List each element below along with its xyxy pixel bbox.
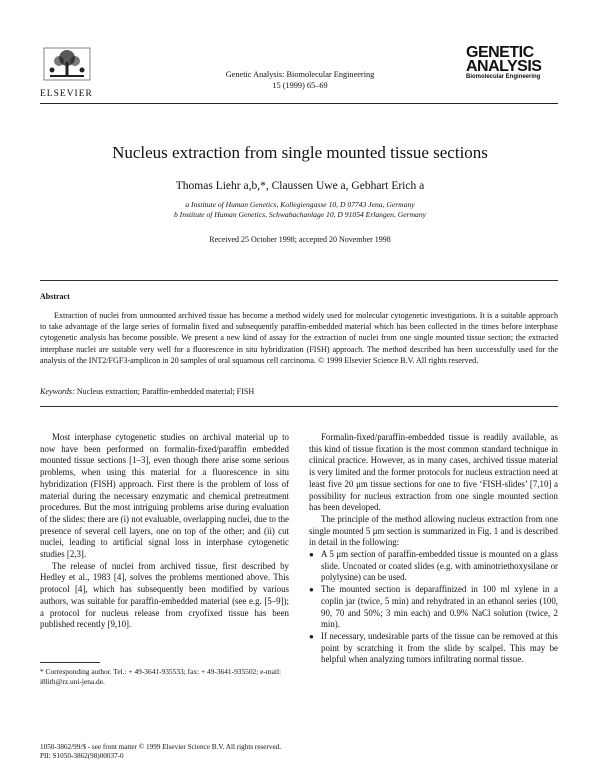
footnote-rule (40, 662, 100, 663)
keywords (40, 387, 254, 396)
left-paragraph-2: The release of nuclei from archived tissue, first described by Hedley et al., 1983 [4], solves the problems mentioned above. This protocol [4], which has subsequently been modified by various authors, was suitable for paraffin-embedded material (see e.g. [5–9]); a protocol for nucleus release from cryofixed tissue has been published recently [9,10]. (40, 560, 289, 630)
header-rule (40, 103, 558, 104)
journal-logo (466, 46, 562, 80)
left-paragraph-1: Most interphase cytogenetic studies on archival material up to now have been performed on formalin-fixed/paraffin embedded mounted tissue sections [1–3], even though there arise some serious problems, when using this material for a fluorescence in situ hybridization (FISH) approach. First there is the problem of loss of material during the necessary enzymatic and chemical pretreatment procedures. But the most intriguing problems arise during evaluation of the slides: there are (i) not evaluable, overlapping nuclei, due to the presence of several cell layers, one on top of the other; and (ii) cut nuclei, leading to artificial signal loss in interphase cytogenetic studies [2,3]. (40, 432, 289, 560)
method-step: ● The mounted section is deparaffinized in 100 ml xylene in a coplin jar (twice, 5 min) and rehydrated in an ethanol series (100, 90, 70 and 50%; 3 min each) and 0.9% NaCl solution (twice, 2 min). (309, 584, 558, 631)
journal-citation (150, 69, 450, 91)
abstract-top-rule (40, 280, 558, 281)
keywords-label: Keywords: (40, 387, 75, 396)
body-right-column (309, 432, 558, 666)
right-paragraph-2: The principle of the method allowing nucleus extraction from one single mounted 5 μm section is summarized in Fig. 1 and is described in detail in the following: (309, 513, 558, 548)
journal-volume: 15 (1999) 65–69 (272, 81, 328, 90)
body-left-column (40, 432, 289, 631)
method-step: ● A 5 μm section of paraffin-embedded tissue is mounted on a glass slide. Uncoated or coated slides (e.g. with aminotriethoxysilane or polylysine) can be used. (309, 549, 558, 584)
abstract-heading: Abstract (40, 292, 70, 301)
method-steps-list (309, 549, 558, 666)
keywords-text: Nucleus extraction; Paraffin-embedded material; FISH (76, 387, 255, 396)
pii-line: PII: S1050-3862(98)00037-0 (40, 752, 124, 760)
journal-logo-line3: Biomolecular Engineering (466, 74, 541, 80)
copyright-line: 1050-3862/99/$ - see front matter © 1999 Elsevier Science B.V. All rights reserved. (40, 743, 282, 751)
journal-logo-line1: GENETIC (466, 44, 534, 61)
abstract-text: Extraction of nuclei from unmounted archived tissue has become a method widely used for molecular cytogenetic investigations. It is a suitable approach to take advantage of the large series of formalin fixed and subsequently paraffin-embedded material which has been collected in the times before interphase cytogenetic analysis has become possible. We present a new kind of assay for the extraction of nuclei from one single mounted tissue section; the extracted interphase nuclei are suitable very well for a fluorescence in situ hybridization (FISH) approach. The method described has been successfully used for the analysis of the INT2/FGF3-amplicon in 20 samples of oral squamous cell carcinoma. © 1999 Elsevier Science B.V. All rights reserved. (40, 311, 558, 365)
elsevier-logo (40, 46, 100, 99)
journal-name: Genetic Analysis: Biomolecular Engineering (225, 70, 375, 79)
received-dates: Received 25 October 1998; accepted 20 November 1998 (209, 235, 391, 244)
copyright-block (40, 743, 281, 761)
elsevier-tree-icon (40, 46, 100, 86)
publisher-name: ELSEVIER (40, 89, 93, 99)
abstract-bottom-rule (40, 406, 558, 407)
affiliation-b: b Institute of Human Genetics, Schwabachanlage 10, D 91054 Erlangen, Germany (173, 210, 427, 219)
affiliation-a: a Institute of Human Genetics, Kollegiengasse 10, D 07743 Jena, Germany (185, 200, 415, 209)
journal-logo-line2: ANALYSIS (466, 58, 542, 75)
article-title: Nucleus extraction from single mounted tissue sections (112, 143, 488, 162)
article-authors: Thomas Liehr a,b,*, Claussen Uwe a, Gebhart Erich a (175, 180, 425, 192)
footnote: * Corresponding author. Tel.: + 49-3641-935533; fax: + 49-3641-935502; e-mail: i8lith@rz.uni-jena.de. (40, 667, 282, 686)
right-paragraph-1: Formalin-fixed/paraffin-embedded tissue is readily available, as this kind of tissue fixation is the most common standard technique in clinical practice. However, as in many cases, archived tissue material is very limited and the former protocols for nucleus extraction need at least five 20 μm tissue sections for one to five ‘FISH-slides’ [7,10] a possibility for nucleus extraction from one single mounted section has been developed. (309, 432, 558, 513)
method-step: ● If necessary, undesirable parts of the tissue can be removed at this point by scratching it from the slide by scalpel. This may be helpful when analyzing tumors infiltrating normal tissue. (309, 631, 558, 666)
